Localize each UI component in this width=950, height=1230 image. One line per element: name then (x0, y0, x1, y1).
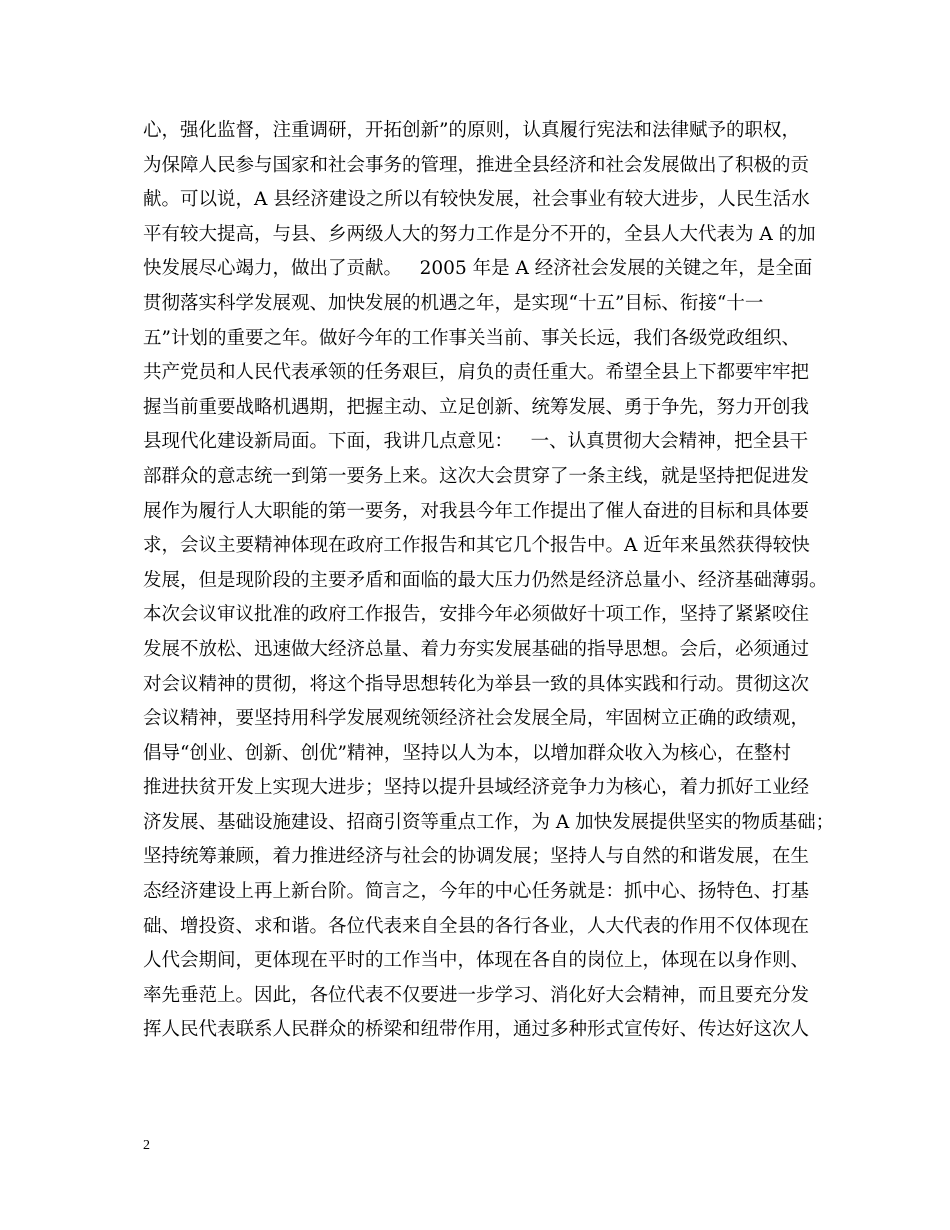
text-line: 快发展尽心竭力，做出了贡献。 2005 年是 A 经济社会发展的关键之年，是全面 (143, 258, 813, 280)
text-line: 献。可以说，A 县经济建设之所以有较快发展，社会事业有较大进步，人民生活水 (143, 189, 810, 211)
text-line: 五”计划的重要之年。做好今年的工作事关当前、事关长远，我们各级党政组织、 (143, 327, 800, 349)
text-line: 握当前重要战略机遇期，把握主动、立足创新、统筹发展、勇于争先，努力开创我 (143, 396, 810, 418)
text-line: 挥人民代表联系人民群众的桥梁和纽带作用，通过多种形式宣传好、传达好这次人 (143, 1019, 810, 1041)
text-line: 会议精神，要坚持用科学发展观统领经济社会发展全局，牢固树立正确的政绩观， (143, 708, 810, 730)
text-line: 共产党员和人民代表承领的任务艰巨，肩负的责任重大。希望全县上下都要牢牢把 (143, 362, 810, 384)
text-line: 县现代化建设新局面。下面，我讲几点意见： 一、认真贯彻大会精神，把全县干 (143, 431, 809, 453)
text-line: 平有较大提高，与县、乡两级人大的努力工作是分不开的，全县人大代表为 A 的加 (143, 223, 816, 245)
body-text (143, 114, 833, 1048)
text-line: 展作为履行人大职能的第一要务，对我县今年工作提出了催人奋进的目标和具体要 (143, 500, 810, 522)
text-line: 为保障人民参与国家和社会事务的管理，推进全县经济和社会发展做出了积极的贡 (143, 154, 810, 176)
text-line: 求，会议主要精神体现在政府工作报告和其它几个报告中。A 近年来虽然获得较快 (143, 535, 810, 557)
text-line: 推进扶贫开发上实现大进步；坚持以提升县域经济竞争力为核心，着力抓好工业经 (143, 777, 810, 799)
text-line: 本次会议审议批准的政府工作报告，安排今年必须做好十项工作，坚持了紧紧咬住 (143, 604, 810, 626)
text-line: 部群众的意志统一到第一要务上来。这次大会贯穿了一条主线，就是坚持把促进发 (143, 465, 810, 487)
text-line: 发展，但是现阶段的主要矛盾和面临的最大压力仍然是经济总量小、经济基础薄弱。 (143, 569, 828, 591)
text-line: 率先垂范上。因此，各位代表不仅要进一步学习、消化好大会精神，而且要充分发 (143, 984, 810, 1006)
page-number: 2 (143, 1138, 150, 1153)
text-line: 发展不放松、迅速做大经济总量、着力夯实发展基础的指导思想。会后，必须通过 (143, 638, 810, 660)
text-line: 心，强化监督，注重调研，开拓创新”的原则，认真履行宪法和法律赋予的职权， (143, 120, 800, 141)
text-line: 倡导“创业、创新、创优”精神，坚持以人为本，以增加群众收入为核心，在整村 (143, 742, 791, 764)
text-line: 态经济建设上再上新台阶。简言之，今年的中心任务就是：抓中心、扬特色、打基 (143, 881, 810, 903)
text-line: 贯彻落实科学发展观、加快发展的机遇之年，是实现“十五”目标、衔接“十一 (143, 292, 764, 314)
text-line: 坚持统筹兼顾，着力推进经济与社会的协调发展；坚持人与自然的和谐发展，在生 (143, 846, 810, 868)
text-line: 济发展、基础设施建设、招商引资等重点工作，为 A 加快发展提供坚实的物质基础； (143, 811, 835, 833)
text-line: 人代会期间，更体现在平时的工作当中，体现在各自的岗位上，体现在以身作则、 (143, 950, 810, 972)
text-line: 对会议精神的贯彻，将这个指导思想转化为举县一致的具体实践和行动。贯彻这次 (143, 673, 810, 695)
text-line: 础、增投资、求和谐。各位代表来自全县的各行各业，人大代表的作用不仅体现在 (143, 915, 810, 937)
